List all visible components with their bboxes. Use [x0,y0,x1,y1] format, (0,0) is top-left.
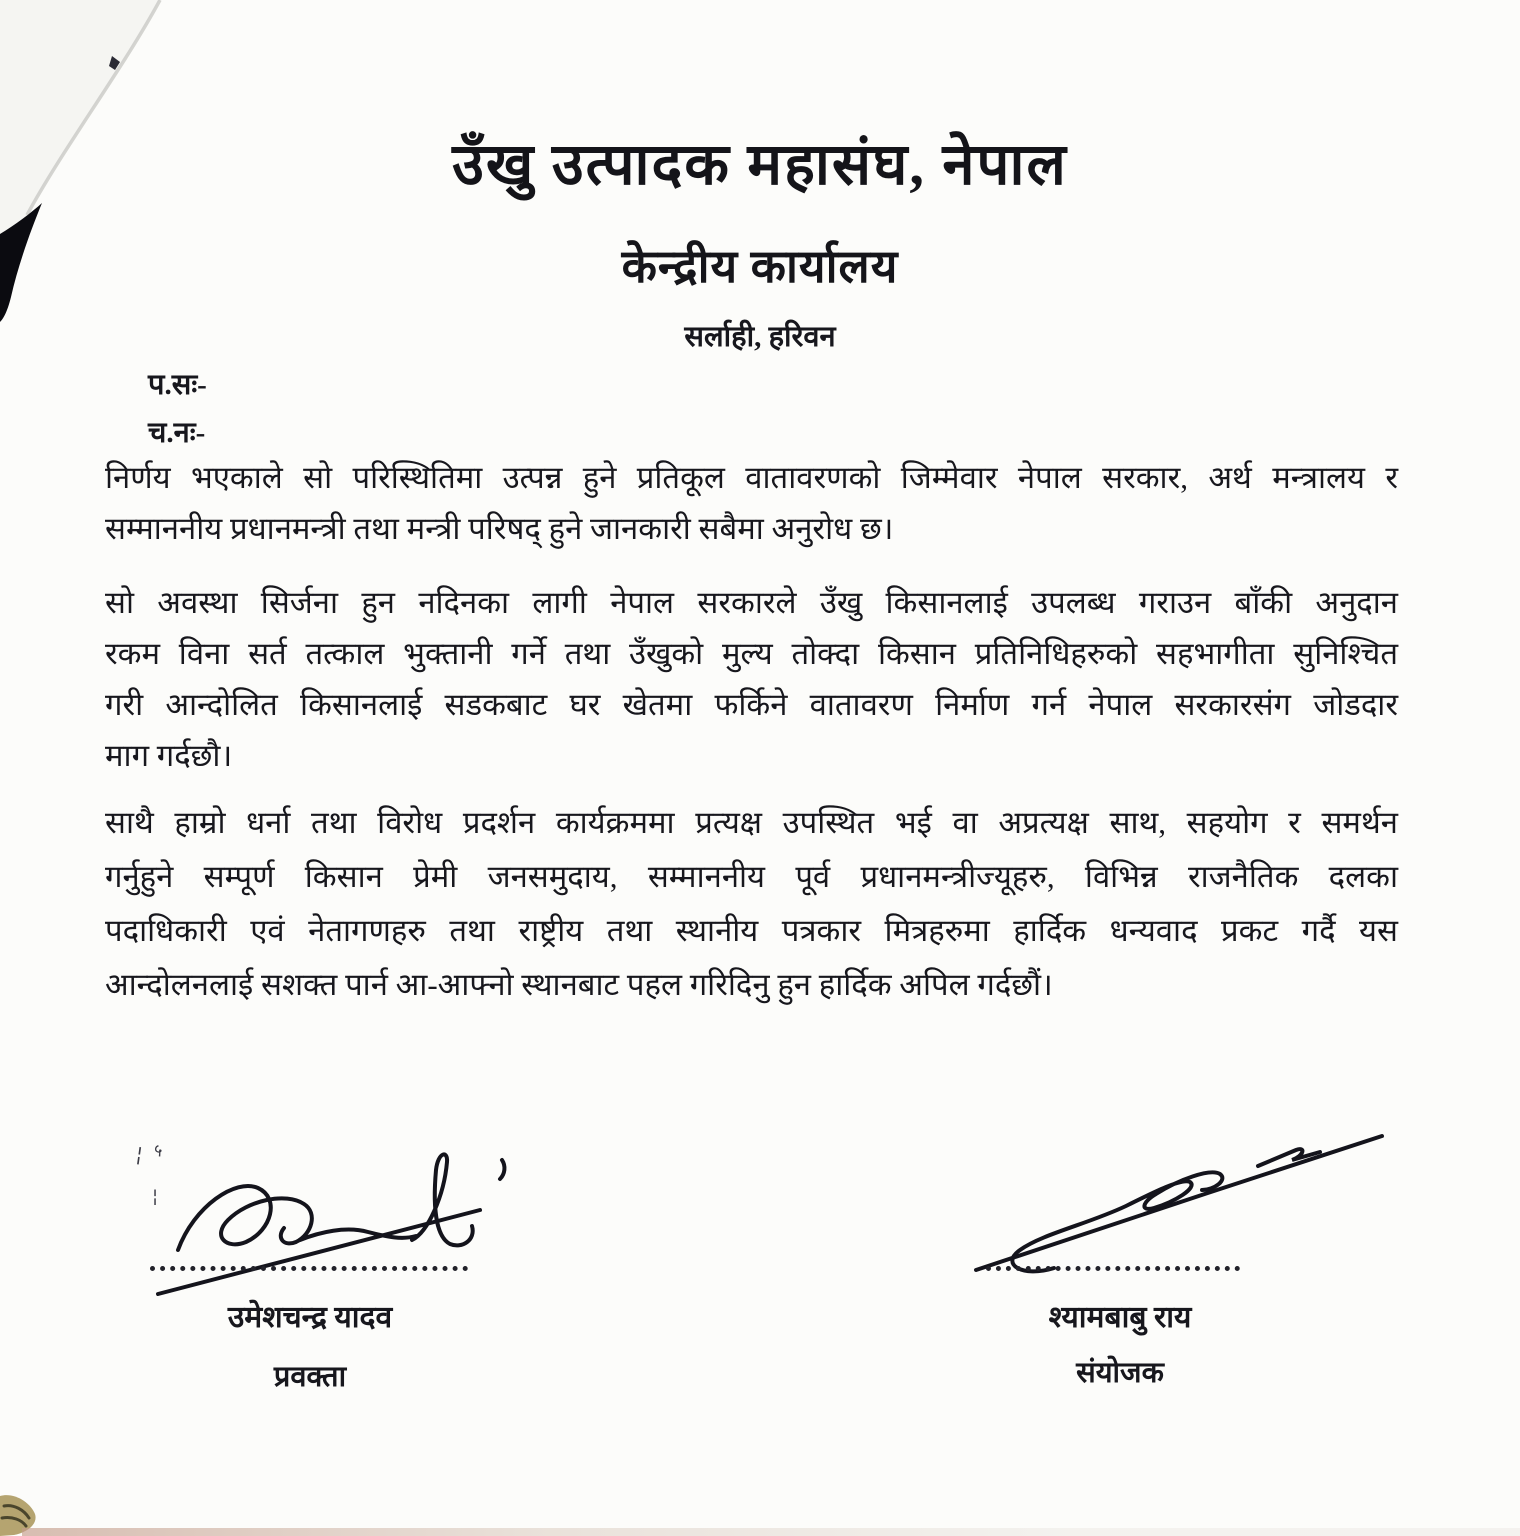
signatory-name-left: उमेशचन्द्र यादव [227,1301,393,1334]
ref-no-label: प.सः- [148,369,207,401]
signature-left [150,1148,530,1300]
signatory-title-left: प्रवक्ता [273,1361,347,1393]
text-line: सो अवस्था सिर्जना हुन नदिनका लागी नेपाल सरकारले उँखु किसानलाई उपलब्ध गराउन बाँकी अनुदान [105,585,1398,620]
signature-dotted-line-left [150,1266,468,1271]
paragraph-2 [105,577,1398,781]
signature-dotted-line-right [986,1266,1240,1271]
paragraph-3 [105,796,1398,1012]
text-line: गरी आन्दोलित किसानलाई सडकबाट घर खेतमा फर्किने वातावरण निर्माण गर्न नेपाल सरकारसंग जोडदार [105,687,1398,722]
letter-no-label: च.नः- [148,417,206,449]
bottom-scan-edge [22,1528,1520,1536]
signatory-name-right: श्यामबाबु राय [1048,1301,1192,1334]
signatory-title-right: संयोजक [1076,1357,1164,1389]
margin-tick-mark: ¦ [152,1186,159,1207]
margin-note-mark: ५ [151,1140,165,1162]
text-line: निर्णय भएकाले सो परिस्थितिमा उत्पन्न हुने प्रतिकूल वातावरणको जिम्मेवार नेपाल सरकार, अर्थ मन्त्रालय र [105,460,1398,495]
org-name-heading: उँखु उत्पादक महासंघ, नेपाल [452,132,1068,197]
location-line: सर्लाही, हरिवन [684,321,836,353]
margin-tick-mark: ¦ [134,1141,145,1167]
paragraph-1 [105,452,1398,554]
text-line: पदाधिकारी एवं नेतागणहरु तथा राष्ट्रीय तथा स्थानीय पत्रकार मित्रहरुमा हार्दिक धन्यवाद प्रकट गर्दै यस [105,913,1398,948]
signature-right [958,1128,1398,1280]
text-line: रकम विना सर्त तत्काल भुक्तानी गर्ने तथा उँखुको मुल्य तोक्दा किसान प्रतिनिधिहरुको सहभागीता सुनिश्चित [105,636,1398,671]
text-line: माग गर्दछौ। [105,738,233,773]
text-line: साथै हाम्रो धर्ना तथा विरोध प्रदर्शन कार्यक्रममा प्रत्यक्ष उपस्थित भई वा अप्रत्यक्ष साथ, सहयोग र समर्थन [105,805,1398,840]
text-line: गर्नुहुने सम्पूर्ण किसान प्रेमी जनसमुदाय, सम्माननीय पूर्व प्रधानमन्त्रीज्यूहरु, विभिन्न राजनैतिक दलका [105,859,1398,894]
page-corner-fold-artifact [0,0,280,420]
office-heading: केन्द्रीय कार्यालय [621,241,899,292]
text-line: सम्माननीय प्रधानमन्त्री तथा मन्त्री परिषद् हुने जानकारी सबैमा अनुरोध छ। [105,511,894,546]
text-line: आन्दोलनलाई सशक्त पार्न आ-आफ्नो स्थानबाट पहल गरिदिनु हुन हार्दिक अपिल गर्दछौं। [105,967,1053,1002]
